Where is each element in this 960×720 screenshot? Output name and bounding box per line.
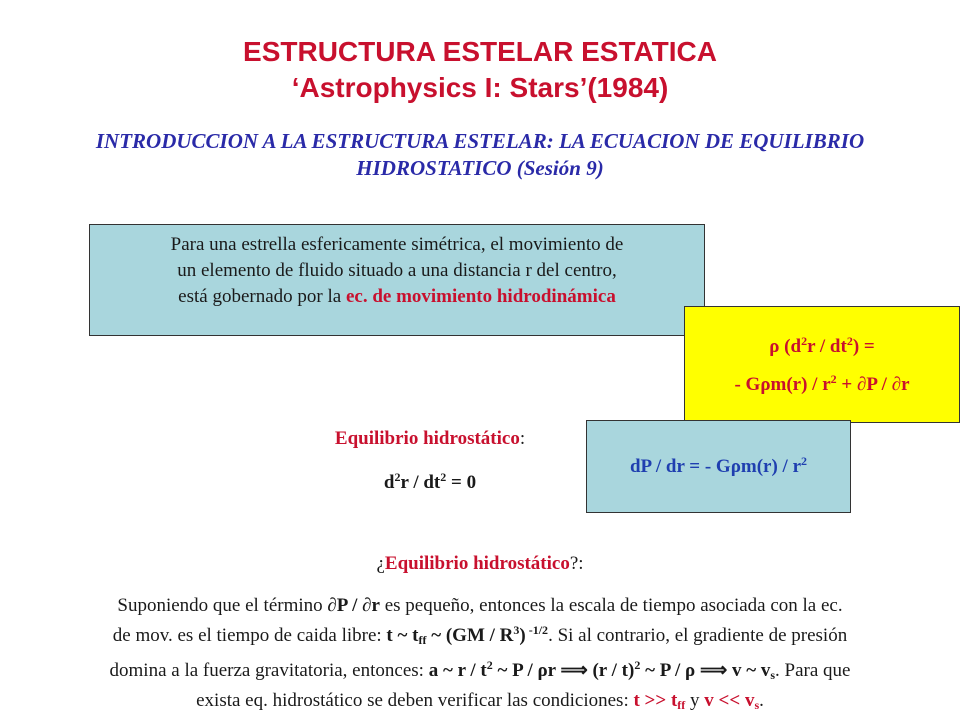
motion-eq-line-2	[685, 363, 959, 401]
para-math: a ~ r / t	[428, 660, 487, 681]
para-math: )	[519, 625, 526, 646]
exponent: 2	[846, 334, 853, 348]
motion-eq-part: ρ (d	[769, 336, 802, 357]
explanation-paragraph	[10, 593, 950, 718]
exponent: 2	[801, 454, 808, 468]
motion-equation-box	[684, 306, 960, 423]
para-text: es pequeño, entonces la escala de tiempo asociada con la ec.	[379, 595, 843, 616]
slide-title	[0, 34, 960, 106]
intro-line-3	[90, 284, 704, 310]
subtitle-line-1: INTRODUCCION A LA ESTRUCTURA ESTELAR: LA ECUACION DE EQUILIBRIO	[95, 129, 865, 153]
motion-eq-line-1	[685, 325, 959, 363]
para-superscript: -1/2	[525, 623, 549, 637]
para-superscript: 3	[513, 623, 520, 637]
para-text: de mov. es el tiempo de caida libre:	[112, 625, 387, 646]
question-text: Equilibrio hidrostático	[384, 553, 570, 574]
hydro-eq-part: = 0	[446, 472, 477, 493]
motion-eq-part: - Gρm(r) / r	[734, 374, 831, 395]
para-text: . Para que	[775, 660, 851, 681]
section-subtitle	[0, 128, 960, 182]
dpdr-equation: dP / dr = - Gρm(r) / r	[629, 456, 802, 477]
intro-line-3-prefix: está gobernado por la	[178, 286, 346, 307]
title-line-1: ESTRUCTURA ESTELAR ESTATICA	[243, 36, 717, 67]
para-subscript: ff	[418, 633, 427, 647]
intro-line-1: Para una estrella esfericamente simétrica, el movimiento de	[170, 234, 624, 255]
para-subscript: ff	[677, 698, 686, 712]
para-superscript: 2	[634, 658, 641, 672]
question-suffix: ?:	[569, 553, 584, 574]
hydrostatic-heading-text: Equilibrio hidrostático	[334, 428, 520, 449]
title-line-2: ‘Astrophysics I: Stars’(1984)	[291, 72, 669, 103]
para-line-1	[10, 593, 950, 618]
motion-eq-part: r / dt	[807, 336, 847, 357]
exponent: 2	[394, 470, 401, 484]
question-prefix: ¿	[376, 553, 385, 574]
para-math: ~ P / ρr ⟹ (r / t)	[492, 660, 635, 681]
question-heading	[0, 553, 960, 575]
para-subscript: s	[754, 698, 760, 712]
para-line-2	[10, 618, 950, 653]
subtitle-line-2: HIDROSTATICO (Sesión 9)	[356, 156, 604, 180]
para-line-3	[10, 653, 950, 688]
para-text: . Si al contrario, el gradiente de presión	[548, 625, 848, 646]
hydrostatic-heading	[300, 428, 560, 450]
exponent: 2	[830, 372, 837, 386]
hydrostatic-condition	[340, 470, 520, 494]
intro-text-box	[89, 224, 705, 336]
hydrostatic-heading-colon: :	[519, 428, 526, 449]
para-math: ~ P / ρ ⟹ v ~ v	[640, 660, 771, 681]
motion-eq-part: + ∂P / ∂r	[836, 374, 910, 395]
para-superscript: 2	[486, 658, 493, 672]
para-line-4	[10, 688, 950, 718]
para-math: ∂P / ∂r	[327, 595, 380, 616]
para-condition: v << v	[704, 690, 755, 711]
hydro-eq-part: d	[383, 472, 395, 493]
para-math: ~ (GM / R	[426, 625, 514, 646]
para-text: Suponiendo que el término	[117, 595, 328, 616]
para-text: exista eq. hidrostático se deben verificar las condiciones:	[196, 690, 634, 711]
hydrostatic-equation-box	[586, 420, 851, 513]
para-condition: t >> t	[633, 690, 678, 711]
para-subscript: s	[770, 668, 776, 682]
intro-line-2: un elemento de fluido situado a una distancia r del centro,	[177, 260, 617, 281]
exponent: 2	[801, 334, 808, 348]
exponent: 2	[440, 470, 447, 484]
para-text: .	[759, 690, 764, 711]
para-text: y	[685, 690, 705, 711]
motion-eq-part: ) =	[852, 336, 875, 357]
hydro-eq-part: r / dt	[400, 472, 441, 493]
para-text: domina a la fuerza gravitatoria, entonces:	[109, 660, 429, 681]
para-math: t ~ t	[386, 625, 419, 646]
hydrodynamic-eq-highlight: ec. de movimiento hidrodinámica	[345, 286, 616, 307]
